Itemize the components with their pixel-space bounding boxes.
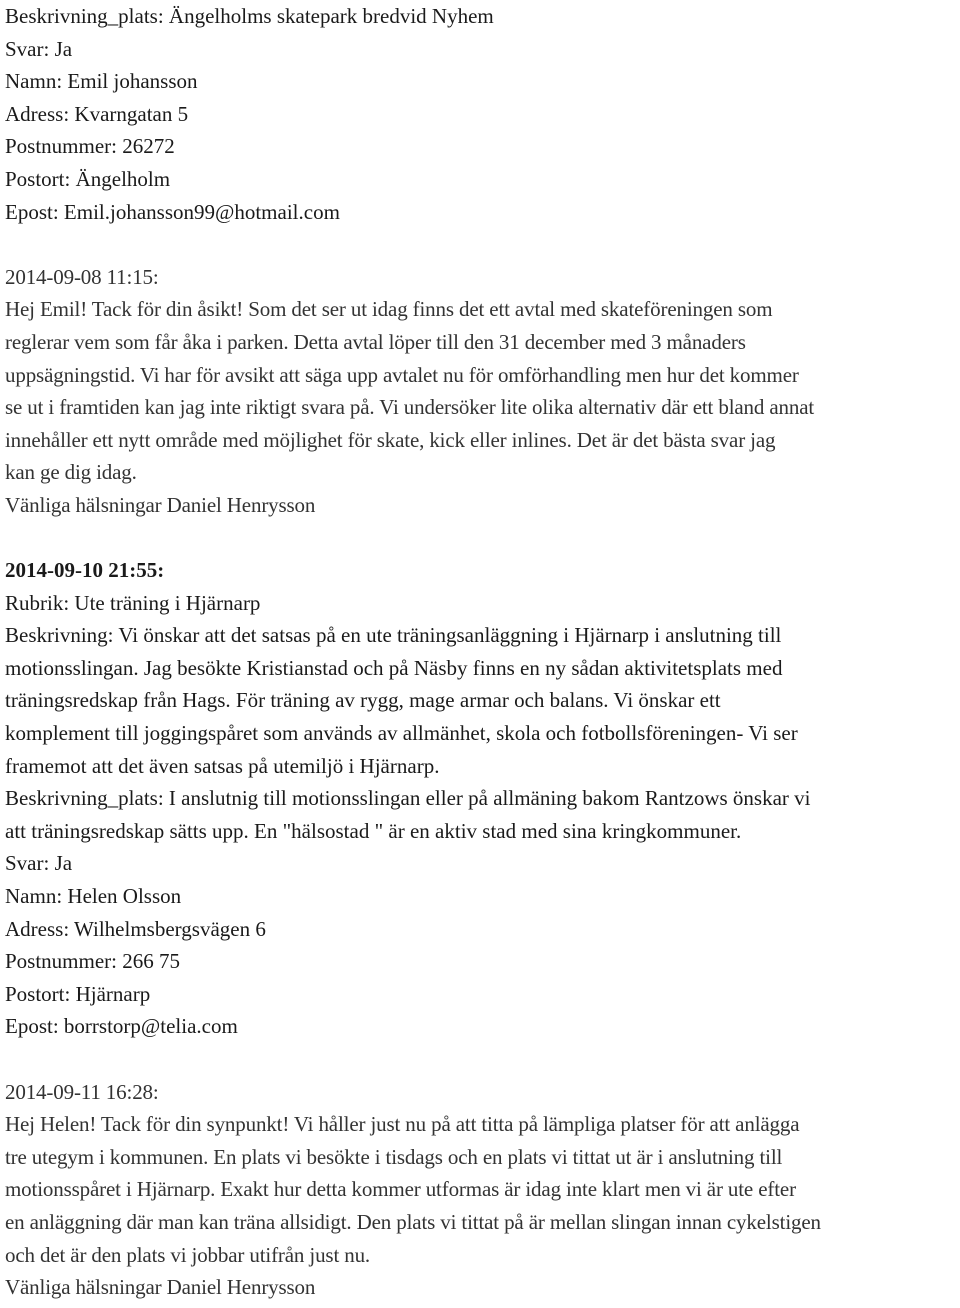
postort-field: Postort: Ängelholm: [5, 166, 171, 191]
reply-signature: Vänliga hälsningar Daniel Henrysson: [5, 1275, 316, 1300]
reply-line: uppsägningstid. Vi har för avsikt att säga upp avtalet nu för omförhandling men hur det kommer: [5, 362, 799, 387]
reply-timestamp: 2014-09-11 16:28:: [5, 1079, 159, 1104]
submission-1: [5, 0, 960, 228]
beskrivning-line: komplement till joggingspåret som används av allmänhet, skola och fotbollsföreningen- Vi ser: [5, 721, 798, 746]
reply-1: [5, 261, 960, 522]
reply-line: motionsspåret i Hjärnarp. Exakt hur detta kommer utformas är idag inte klart men vi är ute efter: [5, 1177, 796, 1202]
spacer: [5, 1043, 960, 1076]
plats-description: Beskrivning_plats: Ängelholms skatepark bredvid Nyhem: [5, 4, 494, 28]
adress-field: Adress: Wilhelmsbergsvägen 6: [5, 916, 266, 941]
spacer: [5, 228, 960, 261]
document-page: [5, 0, 960, 1304]
reply-line: se ut i framtiden kan jag inte riktigt svara på. Vi undersöker lite olika alternativ där ett bland annat: [5, 395, 815, 420]
spacer: [5, 522, 960, 555]
namn-field: Namn: Helen Olsson: [5, 884, 182, 909]
rubrik-field: Rubrik: Ute träning i Hjärnarp: [5, 590, 261, 615]
reply-line: Hej Emil! Tack för din åsikt! Som det ser ut idag finns det ett avtal med skateföreningen som: [5, 297, 773, 322]
postnummer-field: Postnummer: 266 75: [5, 949, 181, 974]
beskrivning-line: träningsredskap från Hags. För träning av rygg, mage armar och balans. Vi önskar ett: [5, 688, 721, 713]
reply-timestamp: 2014-09-08 11:15:: [5, 264, 159, 289]
beskrivning-line: motionsslingan. Jag besökte Kristianstad och på Näsby finns en ny sådan aktivitetsplats med: [5, 655, 783, 680]
postnummer-field: Postnummer: 26272: [5, 134, 175, 159]
beskrivning-line: framemot att det även satsas på utemiljö i Hjärnarp.: [5, 753, 440, 778]
postort-field: Postort: Hjärnarp: [5, 981, 151, 1006]
epost-field: Epost: Emil.johansson99@hotmail.com: [5, 199, 340, 224]
reply-line: en anläggning där man kan träna allsidigt. Den plats vi tittat på är mellan slingan innan cykelstigen: [5, 1209, 821, 1234]
submission-timestamp: 2014-09-10 21:55:: [5, 558, 165, 583]
adress-field: Adress: Kvarngatan 5: [5, 101, 189, 126]
reply-line: tre utegym i kommunen. En plats vi besökte i tisdags och en plats vi tittat ut är i anslutning till: [5, 1144, 783, 1169]
reply-signature: Vänliga hälsningar Daniel Henrysson: [5, 492, 316, 517]
submission-2: [5, 554, 960, 1043]
reply-2: [5, 1076, 960, 1304]
svar-field: Svar: Ja: [5, 851, 73, 876]
plats-description-line: att träningsredskap sätts upp. En "hälsostad " är en aktiv stad med sina kringkommuner.: [5, 818, 742, 843]
reply-line: Hej Helen! Tack för din synpunkt! Vi håller just nu på att titta på lämpliga platser för att anlägga: [5, 1112, 800, 1137]
svar-field: Svar: Ja: [5, 36, 73, 61]
namn-field: Namn: Emil johansson: [5, 69, 198, 94]
plats-description-line: Beskrivning_plats: I anslutnig till motionsslingan eller på allmäning bakom Rantzows önskar vi: [5, 786, 811, 811]
reply-line: och det är den plats vi jobbar utifrån just nu.: [5, 1242, 371, 1267]
reply-line: kan ge dig idag.: [5, 460, 137, 485]
beskrivning-line: Beskrivning: Vi önskar att det satsas på en ute träningsanläggning i Hjärnarp i anslutning till: [5, 623, 782, 648]
reply-line: innehåller ett nytt område med möjlighet för skate, kick eller inlines. Det är det bästa svar jag: [5, 427, 776, 452]
reply-line: reglerar vem som får åka i parken. Detta avtal löper till den 31 december med 3 månaders: [5, 329, 746, 354]
epost-field: Epost: borrstorp@telia.com: [5, 1014, 238, 1039]
